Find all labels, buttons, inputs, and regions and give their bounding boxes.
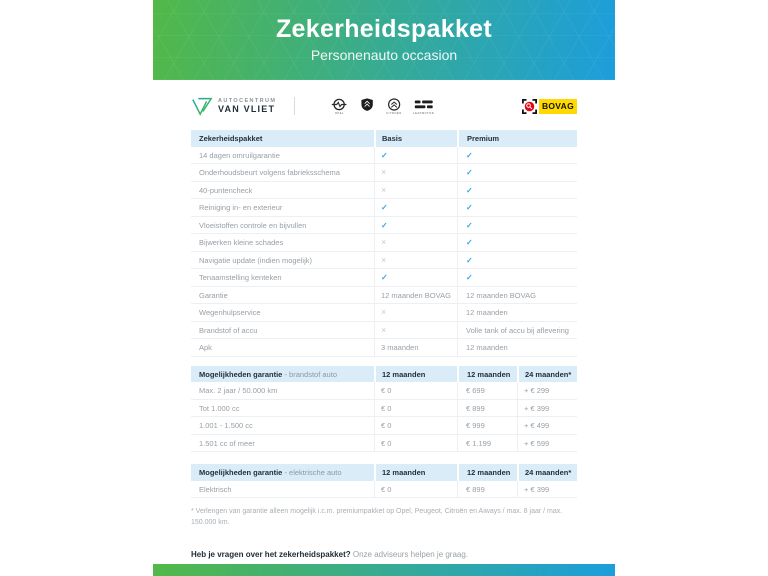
page-subtitle: Personenauto occasion: [310, 47, 458, 63]
content-area: [191, 88, 577, 559]
basis-value: 12 maanden BOVAG: [374, 287, 457, 304]
dealer-name-top: AUTOCENTRUM: [218, 97, 277, 104]
opel-logo-icon: [331, 98, 347, 115]
price-12m-premium: € 899: [457, 481, 517, 498]
basis-value: ×: [374, 164, 457, 181]
fuel-warranty-row: [191, 417, 577, 435]
opel-label: OPEL: [334, 111, 345, 115]
col-header-24-maanden: 24 maanden*: [517, 366, 577, 383]
package-table: [191, 130, 577, 357]
fuel-warranty-table: [191, 366, 577, 453]
price-12m-basis: € 0: [374, 382, 457, 399]
price-24m: + € 299: [517, 382, 577, 399]
leapmotor-logo-icon: [413, 98, 434, 115]
row-label: 40-puntencheck: [199, 185, 253, 195]
premium-value: ✓: [457, 269, 577, 286]
basis-value: ×: [374, 304, 457, 321]
row-label: Tenaamstelling kenteken: [199, 273, 282, 282]
citroen-label: CITROËN: [386, 111, 402, 115]
row-label: Elektrisch: [199, 484, 232, 494]
basis-value: ×: [374, 182, 457, 199]
electric-warranty-table: [191, 464, 577, 498]
fuel-warranty-title-bold: Mogelijkheden garantie: [199, 369, 283, 379]
premium-value: ✓: [457, 147, 577, 164]
package-table-row: [191, 147, 577, 165]
dealer-name-bottom: VAN VLIET: [218, 103, 276, 114]
basis-value: ×: [374, 252, 457, 269]
fuel-warranty-row: [191, 400, 577, 418]
price-24m: + € 399: [517, 481, 577, 498]
package-table-row: [191, 199, 577, 217]
fuel-warranty-title-light: - brandstof auto: [284, 369, 337, 379]
price-24m: + € 499: [517, 417, 577, 434]
logo-divider: [294, 97, 295, 115]
price-12m-basis: € 0: [374, 481, 457, 498]
row-label: Wegenhulpservice: [199, 308, 261, 317]
citroen-logo-icon: [386, 98, 402, 115]
row-label: 1.501 cc of meer: [199, 438, 255, 448]
dealer-logo: [191, 95, 276, 117]
premium-value: ✓: [457, 252, 577, 269]
hero-banner: [153, 0, 615, 80]
row-label: Apk: [199, 343, 212, 352]
flyer-page: [153, 0, 615, 576]
col-header-premium: Premium: [457, 130, 577, 147]
row-label: Vloeistoffen controle en bijvullen: [199, 220, 307, 230]
price-12m-premium: € 899: [457, 400, 517, 417]
electric-warranty-title-light: - elektrische auto: [284, 468, 342, 477]
bovag-icon: [522, 99, 537, 114]
brand-logos: [331, 98, 434, 115]
premium-value: 12 maanden: [457, 339, 577, 356]
footnote: * Verlengen van garantie alleen mogelijk i.c.m. premiumpakket op Opel, Peugeot, Citroën en Aiways / max. 8 jaar / max. 150.000 km.: [191, 508, 563, 526]
dealer-name: [218, 98, 276, 115]
electric-warranty-title: [191, 464, 374, 481]
package-table-row: [191, 164, 577, 182]
package-table-row: [191, 182, 577, 200]
question-bold: Heb je vragen over het zekerheidspakket?: [191, 549, 351, 559]
package-table-row: [191, 234, 577, 252]
row-label: Navigatie update (indien mogelijk): [199, 255, 312, 265]
electric-warranty-row: [191, 481, 577, 499]
price-24m: + € 399: [517, 400, 577, 417]
basis-value: ✓: [374, 199, 457, 216]
basis-value: 3 maanden: [374, 339, 457, 356]
col-header-12-maanden-basis: 12 maanden: [374, 366, 457, 383]
col-header-zekerheidspakket: Zekerheidspakket: [199, 134, 263, 143]
price-12m-premium: € 999: [457, 417, 517, 434]
package-table-row: [191, 269, 577, 287]
package-table-row: [191, 322, 577, 340]
package-table-row: [191, 287, 577, 305]
premium-value: ✓: [457, 217, 577, 234]
row-label: Garantie: [199, 290, 228, 300]
contact-question: [191, 550, 577, 559]
package-table-row: [191, 339, 577, 357]
premium-value: 12 maanden BOVAG: [457, 287, 577, 304]
col-header-12-maanden-basis: 12 maanden: [374, 464, 457, 481]
fuel-warranty-title: [191, 366, 374, 383]
basis-value: ✓: [374, 147, 457, 164]
col-header-12-maanden-premium: 12 maanden: [457, 464, 517, 481]
price-12m-basis: € 0: [374, 435, 457, 452]
row-label: Reiniging in- en exterieur: [199, 203, 283, 212]
row-label: 1.001 - 1.500 cc: [199, 421, 253, 430]
leapmotor-label: LEAPMOTOR: [413, 111, 435, 115]
bovag-label: BOVAG: [539, 99, 577, 114]
basis-value: ×: [374, 322, 457, 339]
col-header-basis: Basis: [374, 130, 457, 147]
row-label: Brandstof of accu: [199, 325, 258, 335]
row-label: Onderhoudsbeurt volgens fabrieksschema: [199, 168, 340, 177]
premium-value: ✓: [457, 164, 577, 181]
row-label: Bijwerken kleine schades: [199, 238, 284, 247]
row-label: Max. 2 jaar / 50.000 km: [199, 386, 278, 395]
peugeot-logo-icon: [359, 98, 375, 111]
package-table-header: [191, 130, 577, 147]
price-12m-premium: € 699: [457, 382, 517, 399]
question-rest: Onze adviseurs helpen je graag.: [352, 549, 469, 559]
basis-value: ✓: [374, 217, 457, 234]
electric-warranty-header: [191, 464, 577, 481]
footer-gradient-bar: [153, 564, 615, 576]
fuel-warranty-header: [191, 366, 577, 383]
premium-value: ✓: [457, 234, 577, 251]
price-12m-basis: € 0: [374, 400, 457, 417]
premium-value: 12 maanden: [457, 304, 577, 321]
package-table-row: [191, 304, 577, 322]
premium-value: ✓: [457, 182, 577, 199]
bovag-logo: [522, 99, 577, 114]
row-label: Tot 1.000 cc: [199, 403, 240, 413]
basis-value: ×: [374, 234, 457, 251]
fuel-warranty-row: [191, 435, 577, 453]
fuel-warranty-row: [191, 382, 577, 400]
price-12m-premium: € 1.199: [457, 435, 517, 452]
page-title: Zekerheidspakket: [275, 15, 493, 43]
premium-value: Volle tank of accu bij aflevering: [457, 322, 577, 339]
price-24m: + € 599: [517, 435, 577, 452]
basis-value: ✓: [374, 269, 457, 286]
col-header-12-maanden-premium: 12 maanden: [457, 366, 517, 383]
col-header-24-maanden: 24 maanden*: [517, 464, 577, 481]
package-table-row: [191, 252, 577, 270]
logo-row: [191, 88, 577, 124]
van-vliet-logo-icon: [191, 95, 213, 117]
row-label: 14 dagen omruilgarantie: [199, 150, 280, 160]
price-12m-basis: € 0: [374, 417, 457, 434]
premium-value: ✓: [457, 199, 577, 216]
package-table-row: [191, 217, 577, 235]
electric-warranty-title-bold: Mogelijkheden garantie: [199, 468, 283, 477]
